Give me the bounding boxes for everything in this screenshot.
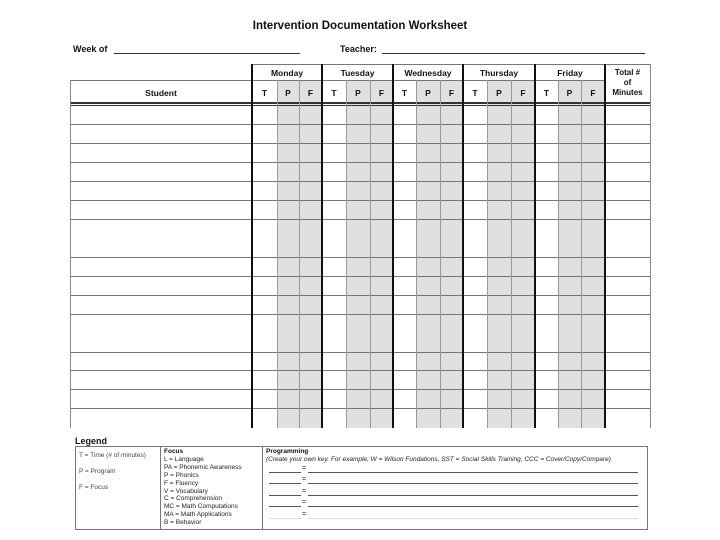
programming-instruction: (Create your own key. For example, W = Wilson Fundations, SST = Social Skills Training, CCC = Cover/Copy/Compare) <box>266 455 611 463</box>
col-divider <box>416 80 417 428</box>
legend-key-program: P = Program <box>79 467 116 475</box>
student-row-15[interactable] <box>70 409 252 428</box>
legend-box <box>75 446 648 530</box>
header-tue-t: T <box>322 80 346 105</box>
header-wed-f: F <box>440 80 463 105</box>
thursday-left-border <box>462 64 464 428</box>
program-code-field[interactable] <box>269 483 301 484</box>
header-student: Student <box>70 80 252 105</box>
program-name-field[interactable] <box>308 472 638 473</box>
student-row-14[interactable] <box>70 390 252 408</box>
student-row-8[interactable] <box>70 258 252 276</box>
student-row-5[interactable] <box>70 182 252 200</box>
header-thursday: Thursday <box>463 64 535 81</box>
col-divider <box>346 80 347 428</box>
table-right-border <box>650 64 651 428</box>
header-fri-p: P <box>558 80 581 105</box>
col-divider <box>511 80 512 428</box>
header-tuesday: Tuesday <box>322 64 393 81</box>
total-header-line: Total # <box>614 68 641 77</box>
header-thu-p: P <box>487 80 511 105</box>
legend-key-focus: F = Focus <box>79 483 109 491</box>
col-divider <box>581 80 582 428</box>
focus-item: F = Fluency <box>164 479 199 487</box>
student-row-6[interactable] <box>70 201 252 219</box>
focus-item: MA = Math Applications <box>164 511 232 519</box>
equals-sign: = <box>302 487 307 495</box>
header-mon-p: P <box>277 80 299 105</box>
focus-heading: Focus <box>164 448 184 455</box>
header-tue-p: P <box>346 80 370 105</box>
week-of-label: Week of <box>73 44 108 54</box>
equals-sign: = <box>302 510 307 518</box>
header-thu-f: F <box>511 80 535 105</box>
program-code-field[interactable] <box>269 472 301 473</box>
programming-entry-5[interactable] <box>266 510 648 522</box>
wednesday-left-border <box>392 64 394 428</box>
student-row-10[interactable] <box>70 296 252 314</box>
legend-programming <box>263 447 648 529</box>
header-wed-t: T <box>393 80 416 105</box>
program-name-field[interactable] <box>308 506 638 507</box>
col-divider <box>487 80 488 428</box>
student-row-7[interactable] <box>70 220 252 257</box>
teacher-label: Teacher: <box>340 44 377 54</box>
header-wed-p: P <box>416 80 440 105</box>
col-divider <box>370 80 371 428</box>
student-row-3[interactable] <box>70 144 252 162</box>
header-thu-t: T <box>463 80 487 105</box>
programming-entry-3[interactable] <box>266 487 648 499</box>
focus-item: PA = Phonemic Awareness <box>164 463 242 471</box>
programming-entry-2[interactable] <box>266 475 648 487</box>
col-divider <box>558 80 559 428</box>
equals-sign: = <box>302 476 307 484</box>
legend-key-time: T = Time (# of minutes) <box>79 452 146 459</box>
friday-left-border <box>534 64 536 428</box>
legend-title: Legend <box>75 436 108 446</box>
program-code-field[interactable] <box>269 495 301 496</box>
col-divider <box>440 80 441 428</box>
page-title: Intervention Documentation Worksheet <box>252 20 468 32</box>
student-row-12[interactable] <box>70 353 252 370</box>
focus-item: P = Phonics <box>164 471 199 479</box>
program-code-field[interactable] <box>269 518 301 519</box>
legend-keys <box>76 447 161 529</box>
total-header-line: Minutes <box>612 88 643 97</box>
header-fri-f: F <box>581 80 605 105</box>
legend-focus <box>161 447 263 529</box>
student-row-2[interactable] <box>70 125 252 143</box>
focus-item: B = Behavior <box>164 519 202 527</box>
focus-item: L = Language <box>164 455 204 463</box>
student-row-1[interactable] <box>70 106 252 124</box>
header-mon-f: F <box>299 80 322 105</box>
focus-item: V = Vocabulary <box>164 487 208 495</box>
header-total-minutes <box>605 64 650 104</box>
program-name-field[interactable] <box>308 518 638 519</box>
programming-heading: Programming <box>266 448 309 455</box>
programming-entry-4[interactable] <box>266 498 648 510</box>
student-row-13[interactable] <box>70 371 252 389</box>
focus-item: C = Comprehension <box>164 495 222 503</box>
total-header-line: of <box>623 78 632 87</box>
student-row-11[interactable] <box>70 315 252 352</box>
program-name-field[interactable] <box>308 495 638 496</box>
monday-left-border <box>251 64 253 428</box>
tuesday-left-border <box>321 64 323 428</box>
student-row-9[interactable] <box>70 277 252 295</box>
header-mon-t: T <box>252 80 277 105</box>
student-row-4[interactable] <box>70 163 252 181</box>
equals-sign: = <box>302 464 307 472</box>
equals-sign: = <box>302 499 307 507</box>
header-monday: Monday <box>252 64 322 81</box>
header-friday: Friday <box>535 64 605 81</box>
header-tue-f: F <box>370 80 393 105</box>
focus-item: MC = Math Computations <box>164 503 238 511</box>
col-divider <box>277 80 278 428</box>
col-divider <box>299 80 300 428</box>
program-name-field[interactable] <box>308 483 638 484</box>
program-code-field[interactable] <box>269 506 301 507</box>
total-left-border <box>604 64 606 428</box>
header-fri-t: T <box>535 80 558 105</box>
header-wednesday: Wednesday <box>393 64 463 81</box>
table-left-border <box>70 80 71 428</box>
programming-entry-1[interactable] <box>266 464 648 476</box>
